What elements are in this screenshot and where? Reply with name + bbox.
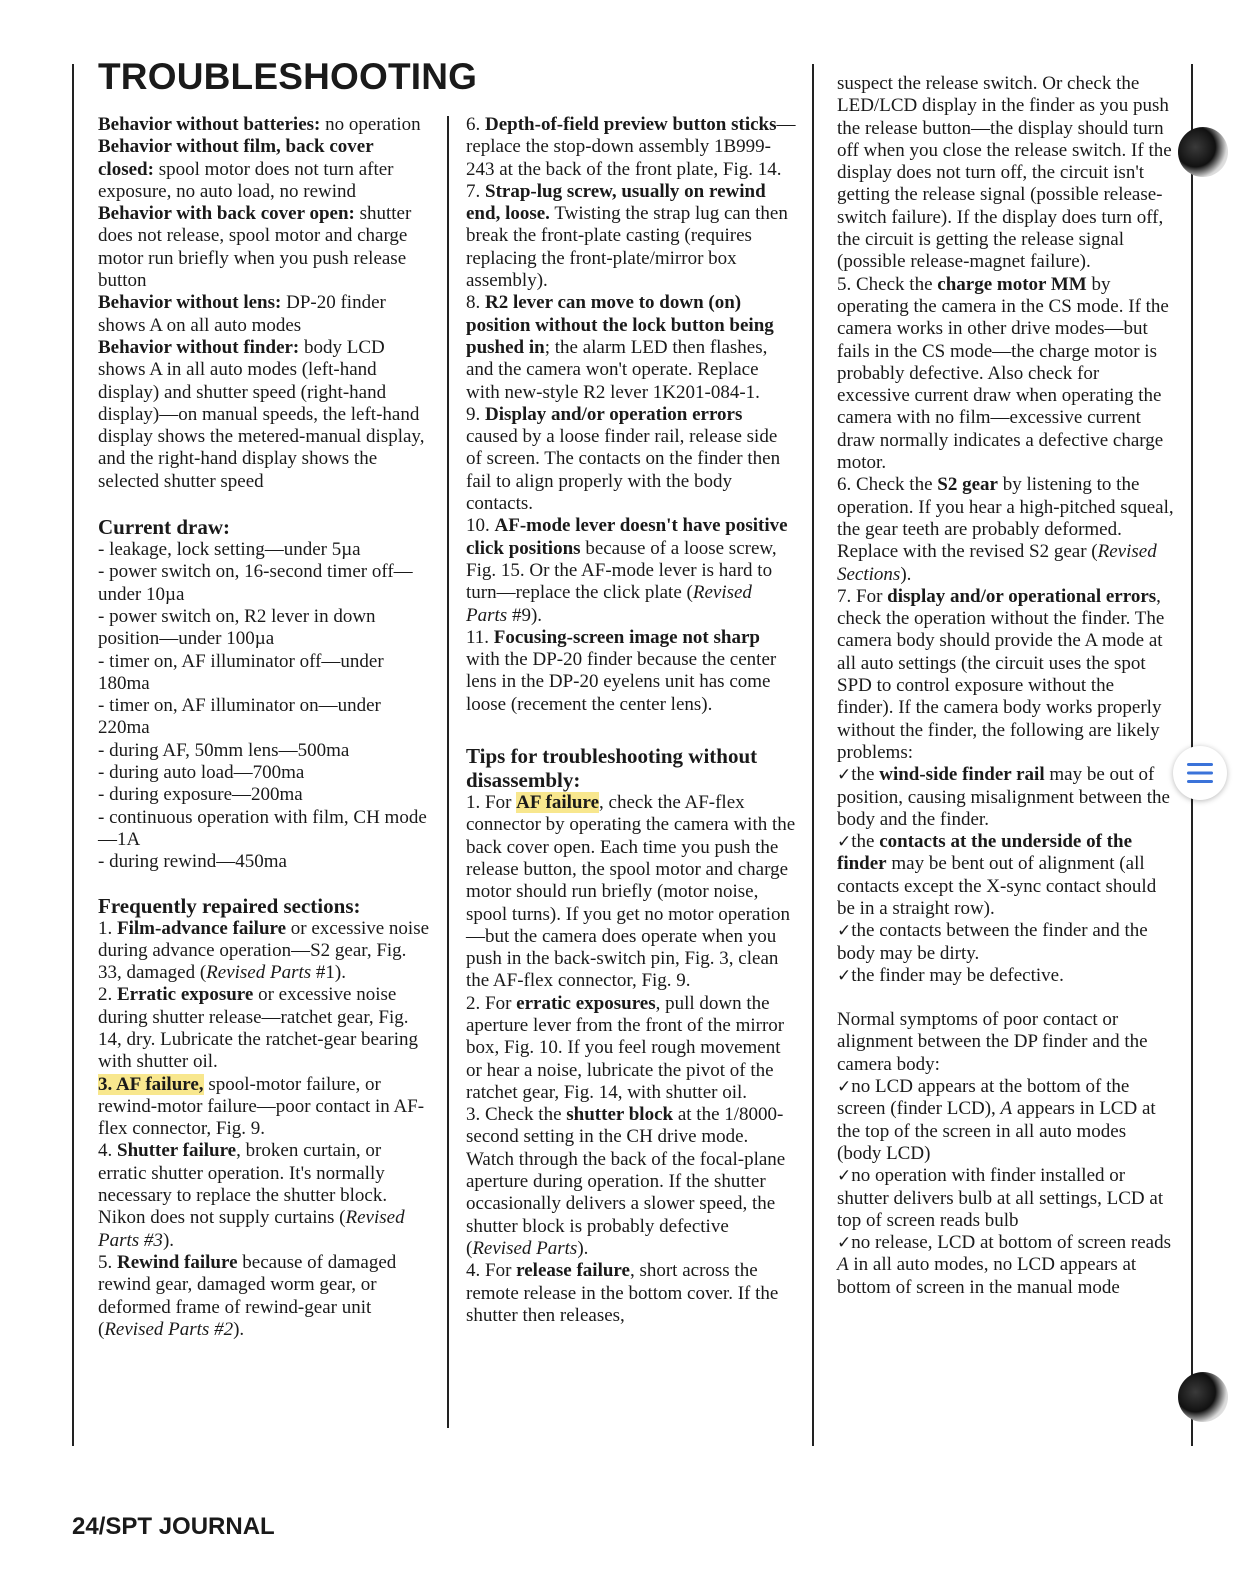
item-text: or excessive noise during shutter release—ratchet gear, Fig. 14, dry. Lubricate the ratchet-gear bearing with shutter oil. bbox=[98, 984, 419, 1073]
check-item bbox=[837, 920, 1175, 965]
item-italic: Revised Parts bbox=[466, 582, 752, 626]
item-bold: Strap-lug screw, usually on rewind end, loose. bbox=[466, 180, 766, 225]
column-rule-middle-1 bbox=[447, 116, 449, 1428]
repair-item bbox=[466, 404, 796, 515]
item-end: ). bbox=[577, 1237, 589, 1259]
tip-item bbox=[837, 586, 1175, 764]
item-bold: Rewind failure bbox=[117, 1251, 238, 1273]
behavior-label: Behavior with back cover open: bbox=[98, 203, 355, 225]
symptom-item bbox=[837, 1232, 1175, 1299]
item-number: 2. For bbox=[466, 992, 517, 1014]
current-item: - continuous operation with film, CH mode—1A bbox=[98, 806, 427, 850]
item-number: 1. bbox=[98, 917, 117, 939]
behavior-text: shutter does not release, spool motor and charge motor run briefly when you push release button bbox=[98, 203, 412, 292]
repair-item bbox=[98, 918, 433, 985]
current-item: - timer on, AF illuminator on—under 220ma bbox=[98, 695, 381, 739]
page-title: TROUBLESHOOTING bbox=[98, 56, 478, 97]
behavior-item bbox=[98, 114, 433, 136]
current-item: - power switch on, 16-second timer off—under 10µa bbox=[98, 561, 413, 605]
item-end: ). bbox=[162, 1229, 175, 1251]
item-number: 1. For bbox=[466, 792, 517, 814]
tip-item bbox=[837, 274, 1175, 475]
tip-item bbox=[466, 993, 796, 1104]
behavior-item bbox=[98, 136, 433, 203]
item-number: 5. bbox=[98, 1251, 117, 1273]
current-draw-heading: Current draw: bbox=[98, 515, 231, 540]
behavior-label: Behavior without film, back cover closed: bbox=[98, 136, 374, 180]
check-item bbox=[837, 831, 1175, 920]
repair-item bbox=[466, 114, 796, 181]
checkmark-icon: ✓ bbox=[837, 1233, 852, 1254]
item-text: , broken curtain, or erratic shutter operation. It's normally necessary to replace the shutter block. Nikon does not supply curtains ( bbox=[98, 1140, 388, 1229]
item-italic: Revised Sections bbox=[837, 541, 1157, 585]
item-text: , check the AF-flex connector by operating the camera with the back cover open. Each time you push the release button, the spool motor and charge motor should run briefly (motor noise, spool turns). If you get no motor operation—but the camera does operate when you push in the back-switch pin, Fig. 3, clean the AF-flex connector, Fig. 9. bbox=[466, 792, 796, 992]
item-text: because of damaged rewind gear, damaged worm gear, or deformed frame of rewind-gear unit ( bbox=[98, 1251, 397, 1340]
symptom-item bbox=[837, 1165, 1175, 1232]
item-bold: Shutter failure bbox=[117, 1140, 237, 1162]
item-text: caused by a loose finder rail, release side of screen. The contacts on the finder then fail to align properly with the body contacts. bbox=[466, 426, 781, 515]
normal-symptoms-intro: Normal symptoms of poor contact or alignment between the DP finder and the camera body: bbox=[837, 1009, 1148, 1075]
item-text: ; the alarm LED then flashes, and the camera won't operate. Replace with new-style R2 lever 1K201-084-1. bbox=[466, 336, 768, 403]
item-bold: release failure bbox=[516, 1260, 630, 1282]
checkmark-icon: ✓ bbox=[837, 1077, 852, 1098]
item-text: with the DP-20 finder because the center lens in the DP-20 eyelens unit has come loose (recement the center lens). bbox=[466, 649, 777, 715]
item-text: , check the operation without the finder. The camera body should provide the A mode at all auto settings (the circuit uses the spot SPD to control exposure without the finder). If the camera body works properly without the finder, the following are likely problems: bbox=[837, 585, 1165, 763]
checkmark-icon: ✓ bbox=[837, 965, 852, 986]
item-text: , short across the remote release in the bottom cover. If the shutter then releases, bbox=[466, 1260, 779, 1326]
item-text: appears in LCD at the top of the screen in all auto modes (body LCD) bbox=[837, 1098, 1156, 1164]
symptom-item bbox=[837, 1076, 1175, 1165]
item-number: 9. bbox=[466, 403, 485, 425]
item-number: 2. bbox=[98, 984, 117, 1006]
tip-item bbox=[466, 1104, 796, 1260]
item-number: 4. bbox=[98, 1140, 117, 1162]
behavior-label: Behavior without batteries: bbox=[98, 114, 321, 135]
binder-ring-icon bbox=[1178, 1372, 1228, 1422]
item-end: ). bbox=[233, 1318, 245, 1340]
highlighted-af-failure: AF failure bbox=[516, 792, 600, 814]
item-number: 5. Check the bbox=[837, 273, 938, 295]
item-bold: Focusing-screen image not sharp bbox=[493, 626, 760, 648]
column-rule-middle-2 bbox=[812, 64, 814, 1446]
column-rule-left bbox=[72, 64, 74, 1446]
item-bold: shutter block bbox=[566, 1104, 674, 1126]
item-bold: R2 lever can move to down (on) position without the lock button being pushed in bbox=[466, 292, 774, 358]
behavior-text: spool motor does not turn after exposure, no auto load, no rewind bbox=[98, 158, 394, 202]
repair-item bbox=[98, 1074, 433, 1141]
highlighted-af-failure: 3. AF failure, bbox=[98, 1073, 204, 1095]
item-text: Twisting the strap lug can then break the front-plate casting (requires replacing the front-plate/mirror box assembly). bbox=[466, 203, 788, 292]
current-item: - timer on, AF illuminator off—under 180ma bbox=[98, 650, 384, 694]
item-end: #9). bbox=[507, 604, 543, 626]
tip-item bbox=[466, 792, 796, 993]
item-bold: S2 gear bbox=[937, 474, 998, 496]
item-bold: AF-mode lever doesn't have positive click positions bbox=[466, 515, 788, 559]
item-text: , pull down the aperture lever from the front of the mirror box, Fig. 10. If you feel rough movement or hear a noise, lubricate the pivot of the ratchet gear, Fig. 14, with shutter oil. bbox=[466, 992, 785, 1103]
item-number: 6. bbox=[466, 114, 485, 135]
check-item bbox=[837, 764, 1175, 831]
item-italic: Revised Parts #3 bbox=[98, 1207, 405, 1251]
binder-ring-icon bbox=[1178, 127, 1228, 177]
item-bold: Display and/or operation errors bbox=[485, 403, 743, 425]
item-text: —replace the stop-down assembly 1B999-243 at the back of the front plate, Fig. 14. bbox=[466, 114, 796, 180]
item-text: in all auto modes, no LCD appears at bottom of screen in the manual mode bbox=[837, 1254, 1137, 1298]
current-item: - power switch on, R2 lever in down position—under 100µa bbox=[98, 605, 376, 650]
tip-continuation: suspect the release switch. Or check the LED/LCD display in the finder as you push the release button—the display should turn off when you close the release switch. If the display does not turn off, the circuit isn't getting the release signal (possible release-switch failure). If the display does turn off, the circuit is getting the release signal (possible release-magnet failure). bbox=[837, 73, 1172, 273]
checkmark-icon: ✓ bbox=[837, 1166, 852, 1187]
menu-icon bbox=[1187, 762, 1213, 784]
behavior-text: DP-20 finder shows A on all auto modes bbox=[98, 292, 386, 336]
frequent-repairs-heading: Frequently repaired sections: bbox=[98, 893, 361, 918]
item-text: no release, LCD at bottom of screen reads bbox=[851, 1232, 1171, 1254]
item-number: 6. Check the bbox=[837, 474, 938, 496]
behavior-item bbox=[98, 337, 433, 493]
item-bold: wind-side finder rail bbox=[879, 764, 1045, 786]
repair-item bbox=[466, 627, 796, 716]
column-3 bbox=[837, 73, 1175, 1299]
checkmark-icon: ✓ bbox=[837, 765, 852, 786]
item-end: #1). bbox=[311, 962, 346, 984]
item-bold: charge motor MM bbox=[937, 273, 1087, 295]
item-text: the bbox=[851, 764, 880, 786]
tip-item bbox=[837, 474, 1175, 585]
item-text: by operating the camera in the CS mode. If the camera works in other drive modes—but fails in the CS mode—the charge motor is probably defective. Also check for excessive current draw when operating the camera with no film—excessive current draw normally indicates a defective charge motor. bbox=[837, 273, 1169, 474]
column-1 bbox=[98, 114, 433, 1341]
tip-item bbox=[466, 1260, 796, 1327]
item-text: spool-motor failure, or rewind-motor failure—poor contact in AF-flex connector, Fig. 9. bbox=[98, 1073, 425, 1140]
current-item: - during AF, 50mm lens—500ma bbox=[98, 739, 350, 761]
current-item: - leakage, lock setting—under 5µa bbox=[98, 539, 361, 561]
spacer bbox=[837, 987, 1175, 1009]
item-text: may be bent out of alignment (all contacts except the X-sync contact should be in a straight row). bbox=[837, 853, 1157, 919]
item-italic: A bbox=[837, 1254, 849, 1276]
item-text: or excessive noise during advance operation—S2 gear, Fig. 33, damaged ( bbox=[98, 917, 430, 984]
item-number: 4. For bbox=[466, 1260, 517, 1282]
item-number: 8. bbox=[466, 292, 485, 314]
current-item: - during auto load—700ma bbox=[98, 762, 305, 784]
page-footer: 24/SPT JOURNAL bbox=[72, 1513, 275, 1540]
item-number: 3. Check the bbox=[466, 1104, 567, 1126]
current-item: - during exposure—200ma bbox=[98, 784, 303, 806]
checkmark-icon: ✓ bbox=[837, 921, 852, 942]
item-text: the bbox=[851, 831, 880, 853]
repair-item bbox=[466, 515, 796, 626]
item-number: 7. For bbox=[837, 585, 888, 607]
repair-item bbox=[98, 984, 433, 1073]
item-text: the finder may be defective. bbox=[851, 964, 1064, 986]
repair-item bbox=[466, 181, 796, 292]
item-text: no LCD appears at the bottom of the screen (finder LCD), bbox=[837, 1076, 1130, 1120]
item-bold: erratic exposures bbox=[516, 992, 656, 1014]
check-item bbox=[837, 965, 1175, 987]
item-bold: Depth-of-field preview button sticks bbox=[485, 114, 777, 135]
item-text: may be out of position, causing misalignment between the body and the finder. bbox=[837, 764, 1170, 830]
item-bold: Erratic exposure bbox=[117, 984, 254, 1006]
item-bold: display and/or operational errors bbox=[887, 585, 1157, 607]
item-number: 11. bbox=[466, 626, 494, 648]
item-text: by listening to the operation. If you hear a high-pitched squeal, the gear teeth are probably deformed. Replace with the revised S2 gear ( bbox=[837, 474, 1174, 563]
item-italic: Revised Parts bbox=[472, 1237, 578, 1259]
checkmark-icon: ✓ bbox=[837, 832, 852, 853]
item-italic: A bbox=[1000, 1098, 1013, 1120]
item-text: because of a loose screw, Fig. 15. Or the AF-mode lever is hard to turn—replace the click plate ( bbox=[466, 537, 777, 604]
item-text: at the 1/8000-second setting in the CH drive mode. Watch through the back of the focal-plane aperture during operation. If the shutter occasionally delivers a slower speed, the shutter block is probably defective ( bbox=[466, 1104, 786, 1259]
item-italic: Revised Parts #2 bbox=[104, 1318, 234, 1340]
item-end: ). bbox=[900, 563, 912, 585]
item-number: 10. bbox=[466, 515, 495, 537]
repair-item bbox=[98, 1252, 433, 1341]
repair-item bbox=[466, 292, 796, 403]
item-text: the contacts between the finder and the body may be dirty. bbox=[837, 920, 1148, 964]
item-bold: contacts at the underside of the finder bbox=[837, 831, 1132, 875]
behavior-item bbox=[98, 292, 433, 337]
behavior-label: Behavior without finder: bbox=[98, 336, 300, 358]
column-2 bbox=[466, 114, 796, 1327]
behavior-item bbox=[98, 203, 433, 292]
item-number: 7. bbox=[466, 180, 485, 202]
behavior-text: body LCD shows A in all auto modes (left-hand display) and shutter speed (right-hand display)—on manual speeds, the left-hand display shows the metered-manual display, and the right-hand display shows the selected shutter speed bbox=[98, 336, 425, 492]
item-italic: Revised Parts bbox=[206, 962, 312, 984]
item-text: no operation with finder installed or shutter delivers bulb at all settings, LCD at top of screen reads bulb bbox=[837, 1165, 1164, 1231]
behavior-text: no operation bbox=[320, 114, 421, 135]
floating-menu-button[interactable] bbox=[1173, 746, 1227, 800]
behavior-label: Behavior without lens: bbox=[98, 292, 282, 314]
current-item: - during rewind—450ma bbox=[98, 851, 287, 873]
item-bold: Film-advance failure bbox=[117, 917, 287, 939]
tips-heading: Tips for troubleshooting without disassembly: bbox=[466, 744, 758, 793]
repair-item bbox=[98, 1140, 433, 1251]
